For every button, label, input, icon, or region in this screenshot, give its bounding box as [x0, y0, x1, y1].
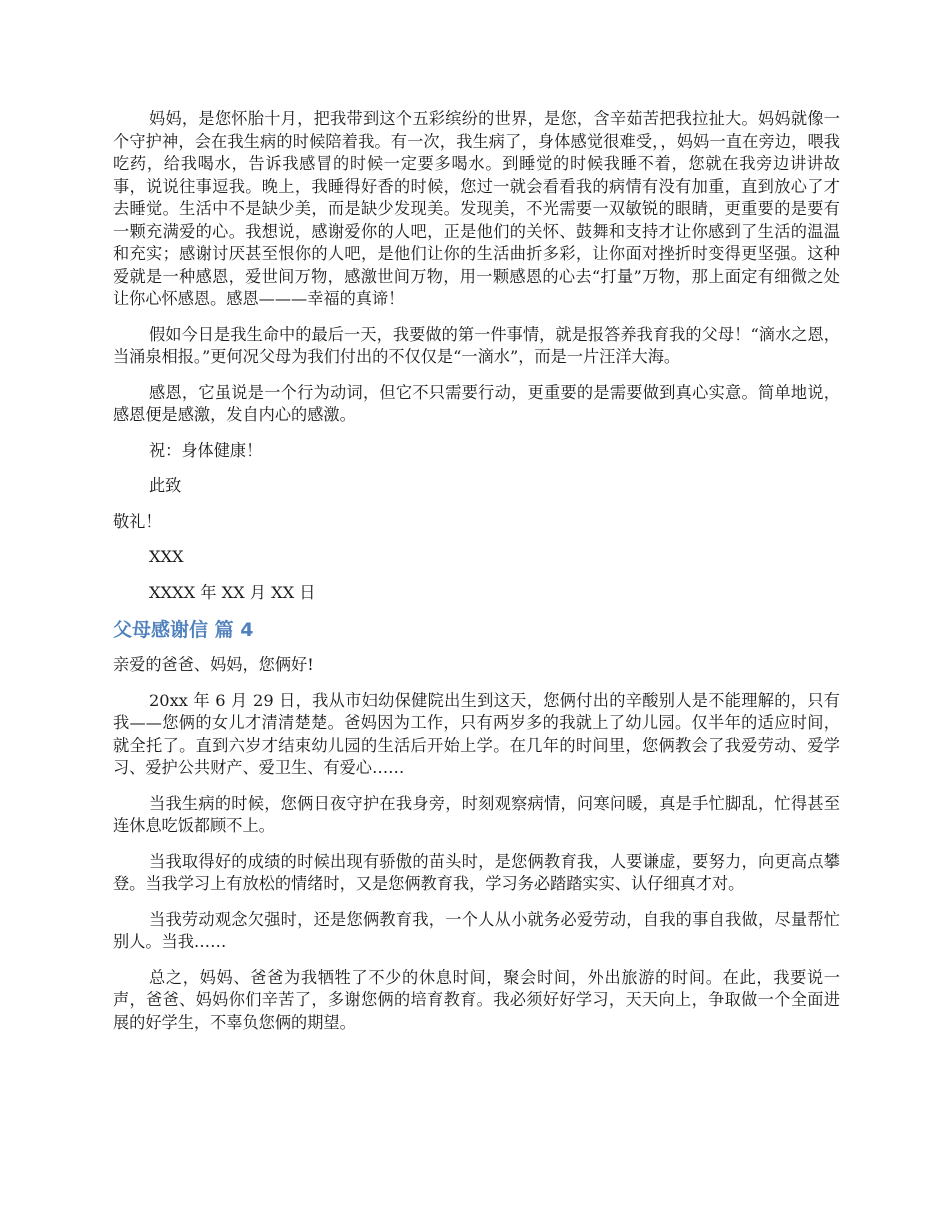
closing-wish: 祝：身体健康！: [149, 440, 263, 460]
closing-cizhi: 此致: [149, 476, 182, 495]
paragraph-mother: 妈妈，是您怀胎十月，把我带到这个五彩缤纷的世界，是您，含辛茹苦把我拉扯大。妈妈就像一个守护神，会在我生病的时候陪着我。有一次，我生病了，身体感觉很难受，，妈妈一直在旁边，喂我吃药，给我喝水，告诉我感冒的时候一定要多喝水。到睡觉的时候我睡不着，您就在我旁边讲讲故事，说说往事逗我。晚上，我睡得好香的时候，您过一就会看看我的病情有没有加重，直到放心了才去睡觉。生活中不是缺少美，而是缺少发现美。发现美，不光需要一双敏锐的眼睛，更重要的是要有一颗充满爱的心。我想说，感谢爱你的人吧，正是他们的关怀、鼓舞和支持才让你感到了生活的温温和充实；感谢讨厌甚至恨你的人吧，是他们让你的生活曲折多彩，让你面对挫折时变得更坚强。这种爱就是一种感恩，爱世间万物，感激世间万物，用一颗感恩的心去“打量”万物，那上面定有细微之处让你心怀感恩。感恩———幸福的真谛！: [113, 109, 840, 308]
paragraph-last-day: 假如今日是我生命中的最后一天，我要做的第一件事情，就是报答养我育我的父母！“滴水之恩，当涌泉相报。”更何况父母为我们付出的不仅仅是“一滴水”，而是一片汪洋大海。: [113, 324, 840, 366]
paragraph-gratitude: 感恩，它虽说是一个行为动词，但它不只需要行动，更重要的是需要做到真心实意。简单地说，感恩便是感激，发自内心的感激。: [113, 382, 840, 424]
closing-jingli: 敬礼！: [113, 511, 162, 531]
paragraph-summary: 总之，妈妈、爸爸为我牺牲了不少的休息时间，聚会时间，外出旅游的时间。在此，我要说一声，爸爸、妈妈你们辛苦了，多谢您俩的培育教育。我必须好好学习，天天向上，争取做一个全面进展的好学生，不辜负您俩的期望。: [113, 967, 840, 1032]
paragraph-modesty: 当我取得好的成绩的时候出现有骄傲的苗头时，是您俩教育我，人要谦虚，要努力，向更高点攀登。当我学习上有放松的情绪时，又是您俩教育我，学习务必踏踏实实、认仔细真才对。: [113, 851, 840, 893]
paragraph-labor: 当我劳动观念欠强时，还是您俩教育我，一个人从小就务必爱劳动，自我的事自我做，尽量帮忙别人。当我……: [113, 909, 840, 951]
document-page: [113, 108, 840, 1047]
section-heading: 父母感谢信 篇 4: [113, 619, 254, 641]
signature-name: XXX: [149, 547, 184, 566]
letter-greeting: 亲爱的爸爸、妈妈，您俩好!: [113, 655, 314, 674]
paragraph-birth: 20xx 年 6 月 29 日，我从市妇幼保健院出生到这天，您俩付出的辛酸别人是不能理解的，只有我——您俩的女儿才清清楚楚。爸妈因为工作，只有两岁多的我就上了幼儿园。仅半年的适应时间，就全托了。直到六岁才结束幼儿园的生活后开始上学。在几年的时间里，您俩教会了我爱劳动、爱学习、爱护公共财产、爱卫生、有爱心……: [113, 690, 840, 777]
paragraph-illness: 当我生病的时候，您俩日夜守护在我身旁，时刻观察病情，问寒问暖，真是手忙脚乱，忙得甚至连休息吃饭都顾不上。: [113, 793, 840, 835]
signature-date: XXXX 年 XX 月 XX 日: [149, 582, 316, 602]
